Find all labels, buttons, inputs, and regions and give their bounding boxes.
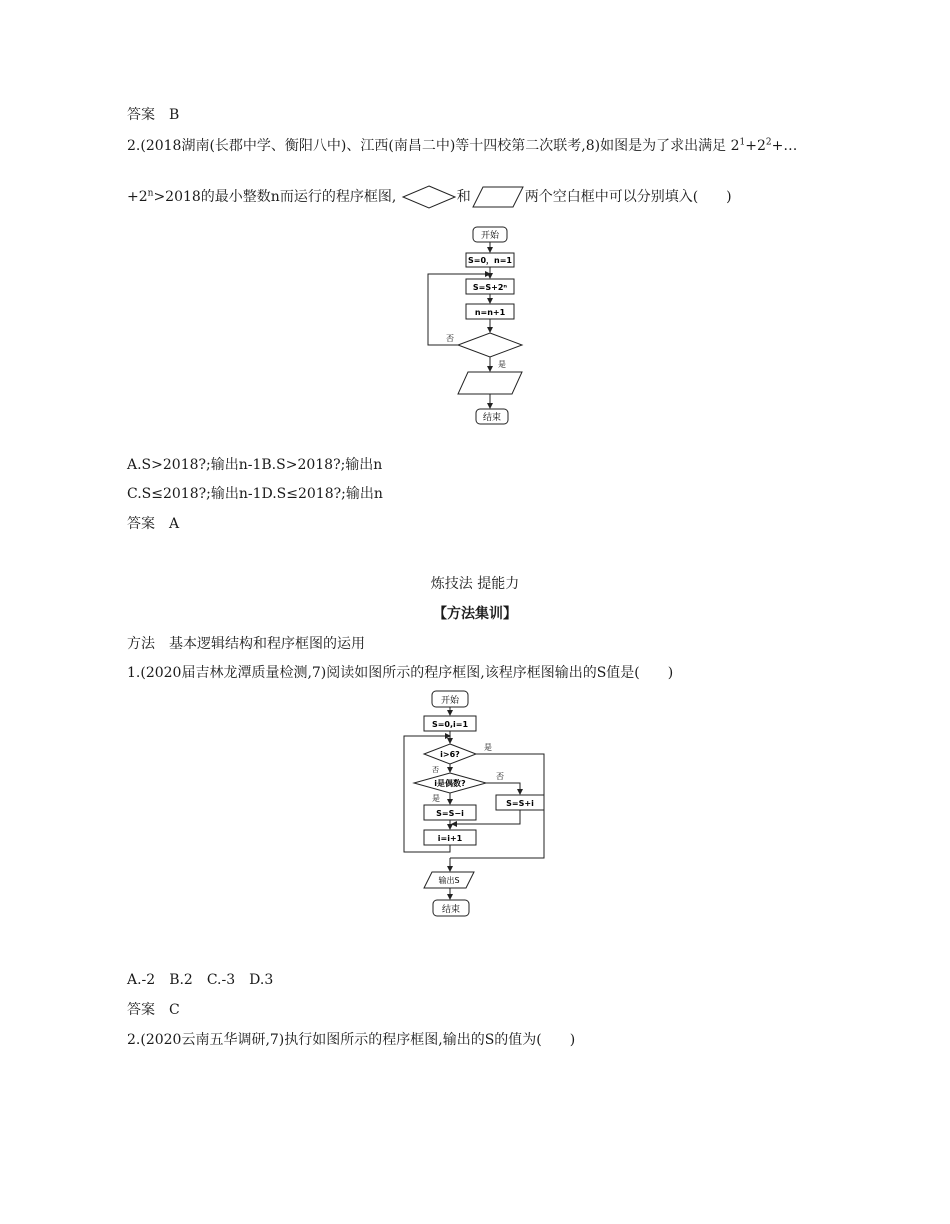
- options-row-1: A.S>2018?;输出n-1B.S>2018?;输出n: [127, 457, 383, 473]
- question-text: >2018的最小整数n而运行的程序框图,: [153, 189, 397, 205]
- question-2020b: 2.(2020云南五华调研,7)执行如图所示的程序框图,输出的S的值为( ): [127, 1032, 576, 1048]
- no-label: 否: [446, 334, 454, 343]
- question-text: 2.(2018湖南(长郡中学、衡阳八中)、江西(南昌二中)等十四校第二次联考,8)如图是为了求出满足 2: [127, 138, 740, 154]
- answer-label: 答案: [127, 107, 155, 123]
- superscript: n: [147, 188, 154, 199]
- flowchart-2: [398, 688, 550, 924]
- flowchart-1: [420, 222, 540, 432]
- condition-2-label: i是偶数?: [434, 779, 466, 788]
- answer-label: 答案: [127, 1002, 155, 1018]
- end-label: 结束: [441, 905, 461, 915]
- superscript: 2: [765, 137, 772, 148]
- section-title: 炼技法 提能力: [430, 576, 520, 592]
- question-text: +2: [127, 189, 148, 205]
- answer-label: 答案: [127, 516, 155, 532]
- answer-value: B: [169, 107, 180, 123]
- flowchart-1-svg: [420, 222, 540, 428]
- answer-line-2018: [127, 515, 179, 533]
- yes-label-2: 是: [432, 794, 440, 803]
- question-2018-line1: [127, 137, 797, 155]
- method-heading: 方法 基本逻辑结构和程序框图的运用: [127, 636, 365, 652]
- answer-line-prev: [127, 106, 179, 124]
- question-text: 两个空白框中可以分别填入( ): [524, 189, 732, 205]
- yes-label-1: 是: [484, 743, 492, 752]
- init-label: S=0，n=1: [468, 256, 512, 265]
- init-label: S=0,i=1: [431, 720, 469, 729]
- parallelogram-shape-icon: [471, 185, 525, 209]
- question-text: 和: [456, 189, 471, 205]
- answer-value: C: [169, 1002, 180, 1018]
- sum-label: S=S+2ⁿ: [472, 283, 508, 292]
- question-2020a: 1.(2020届吉林龙潭质量检测,7)阅读如图所示的程序框图,该程序框图输出的S值是( ): [127, 665, 674, 681]
- add-label: S=S+i: [506, 799, 534, 808]
- no-label-2: 否: [496, 772, 504, 781]
- options-row-2: C.S≤2018?;输出n-1D.S≤2018?;输出n: [127, 486, 383, 502]
- subtract-label: S=S−i: [436, 809, 464, 818]
- diamond-shape-icon: [401, 184, 457, 210]
- condition-1-label: i>6?: [440, 750, 460, 759]
- question-text: +…: [771, 138, 798, 154]
- output-label: 输出S: [438, 876, 460, 885]
- section-subtitle: 【方法集训】: [433, 606, 517, 622]
- superscript: 1: [739, 137, 746, 148]
- flowchart-2-svg: [398, 688, 550, 920]
- increment-label: n=n+1: [474, 308, 506, 317]
- end-label: 结束: [482, 413, 502, 423]
- question-2018-line2: [127, 184, 732, 210]
- question-text: +2: [745, 138, 766, 154]
- answer-line-2020a: [127, 1001, 180, 1019]
- condition-node: [458, 333, 522, 357]
- yes-label: 是: [498, 360, 506, 369]
- options-2020a: A.-2 B.2 C.-3 D.3: [127, 972, 274, 988]
- start-label: 开始: [480, 231, 500, 241]
- no-label-1: 否: [432, 766, 439, 774]
- start-label: 开始: [440, 696, 460, 706]
- answer-value: A: [169, 516, 180, 532]
- output-node: [458, 372, 522, 394]
- increment-label: i=i+1: [437, 834, 463, 843]
